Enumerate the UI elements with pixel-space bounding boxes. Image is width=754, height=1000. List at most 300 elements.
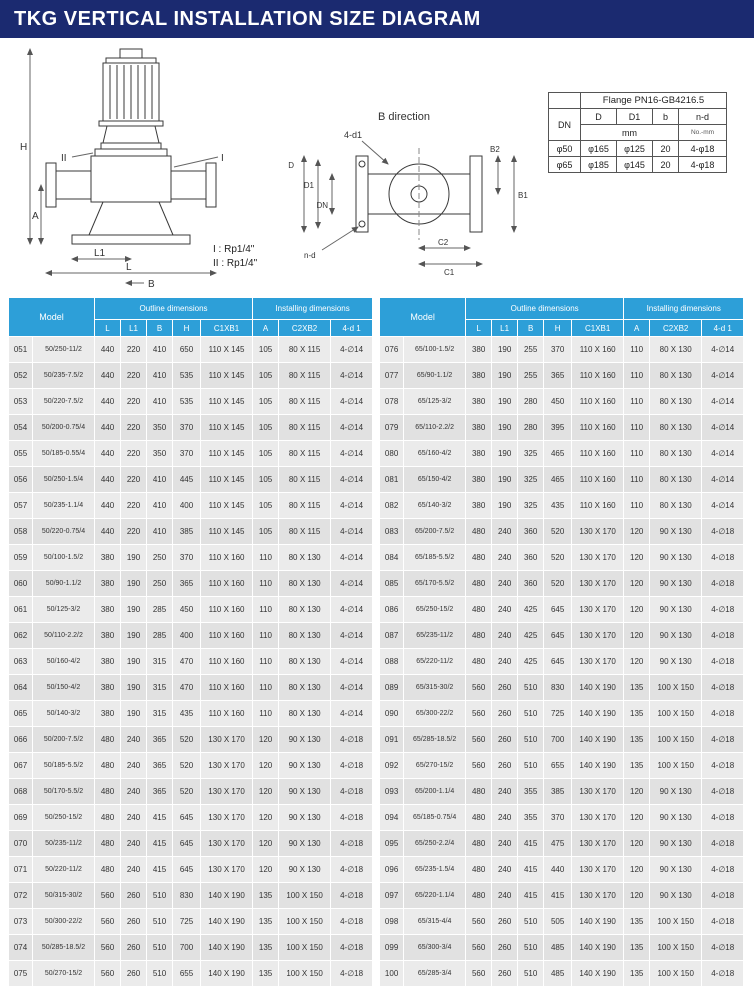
dim-label-c2: C2	[438, 238, 449, 247]
table-cell: 4-∅18	[331, 753, 373, 779]
table-cell: 415	[147, 831, 173, 857]
table-cell: 4-∅14	[702, 493, 744, 519]
table-row	[9, 935, 373, 961]
table-cell: 380	[466, 441, 492, 467]
table-cell: 80 X 130	[279, 571, 331, 597]
table-cell: 65/235-1.5/4	[404, 857, 466, 883]
table-cell: 110 X 160	[201, 545, 253, 571]
table-cell: 520	[544, 571, 572, 597]
table-row	[380, 857, 744, 883]
table-cell: 380	[466, 467, 492, 493]
table-cell: 110 X 145	[201, 519, 253, 545]
table-cell: 057	[9, 493, 33, 519]
table-cell: 520	[544, 519, 572, 545]
table-cell: 400	[173, 493, 201, 519]
dimension-tables-section	[0, 297, 754, 987]
table-cell: 65/170-5.5/2	[404, 571, 466, 597]
table-cell: 65/160-4/2	[404, 441, 466, 467]
table-cell: 058	[9, 519, 33, 545]
table-cell: 365	[147, 753, 173, 779]
table-cell: 130 X 170	[572, 545, 624, 571]
table-cell: 65/200-7.5/2	[404, 519, 466, 545]
table-cell: 4-∅18	[331, 961, 373, 987]
table-cell: 110 X 160	[201, 675, 253, 701]
table-cell: 65/200-1.1/4	[404, 779, 466, 805]
table-cell: 140 X 190	[572, 753, 624, 779]
installing-dimensions-header: Installing dimensions	[624, 298, 744, 320]
table-cell: 110	[624, 337, 650, 363]
table-row	[9, 441, 373, 467]
table-cell: 105	[253, 467, 279, 493]
table-cell: 50/250-15/2	[33, 805, 95, 831]
table-cell: 4-∅14	[702, 389, 744, 415]
table-cell: 325	[518, 441, 544, 467]
table-cell: 325	[518, 493, 544, 519]
table-cell: 120	[253, 805, 279, 831]
table-cell: 130 X 170	[572, 831, 624, 857]
table-cell: 425	[518, 623, 544, 649]
table-row	[549, 157, 727, 173]
table-cell: 360	[518, 571, 544, 597]
table-cell: 072	[9, 883, 33, 909]
table-cell: 50/250-1.5/4	[33, 467, 95, 493]
table-cell: 091	[380, 727, 404, 753]
table-cell: 80 X 130	[279, 701, 331, 727]
table-cell: 80 X 130	[650, 363, 702, 389]
table-cell: 120	[253, 727, 279, 753]
table-cell: 240	[492, 571, 518, 597]
table-cell: 90 X 130	[650, 519, 702, 545]
table-cell: 110 X 145	[201, 493, 253, 519]
table-cell: 075	[9, 961, 33, 987]
table-cell: 80 X 115	[279, 363, 331, 389]
table-cell: 130 X 170	[572, 779, 624, 805]
table-cell: 110	[253, 623, 279, 649]
dim-label-h: H	[20, 142, 28, 153]
table-cell: 110	[624, 363, 650, 389]
table-cell: 260	[492, 961, 518, 987]
table-cell: 064	[9, 675, 33, 701]
table-cell: 370	[173, 441, 201, 467]
table-cell: 450	[544, 389, 572, 415]
table-cell: 80 X 130	[650, 415, 702, 441]
table-cell: 90 X 130	[279, 753, 331, 779]
table-cell: 510	[518, 935, 544, 961]
table-row	[9, 909, 373, 935]
port-label-i: I	[221, 153, 224, 164]
outline-dimensions-header: Outline dimensions	[466, 298, 624, 320]
table-cell: 135	[253, 935, 279, 961]
table-cell: 645	[544, 649, 572, 675]
table-row	[380, 519, 744, 545]
table-cell: 240	[492, 883, 518, 909]
table-cell: 50/90-1.1/2	[33, 571, 95, 597]
dim-label-l1: L1	[94, 248, 106, 259]
table-cell: 120	[624, 545, 650, 571]
table-cell: 50/185-5.5/2	[33, 753, 95, 779]
table-cell: 370	[544, 805, 572, 831]
table-cell: 190	[492, 467, 518, 493]
table-cell: 380	[466, 363, 492, 389]
table-cell: 097	[380, 883, 404, 909]
table-cell: 80 X 130	[650, 441, 702, 467]
table-cell: 110 X 145	[201, 415, 253, 441]
table-cell: 4-∅18	[702, 545, 744, 571]
pipe-thread-notes	[213, 243, 257, 271]
b-direction-view-drawing	[258, 108, 540, 280]
table-cell: 80 X 130	[650, 493, 702, 519]
table-row	[9, 493, 373, 519]
table-cell: 65/220-1.1/4	[404, 883, 466, 909]
table-cell: 50/220-7.5/2	[33, 389, 95, 415]
table-cell: 80 X 115	[279, 441, 331, 467]
table-cell: 4-∅18	[331, 883, 373, 909]
table-cell: 50/125-3/2	[33, 597, 95, 623]
table-row	[380, 597, 744, 623]
table-cell: 80 X 130	[279, 597, 331, 623]
table-cell: 480	[466, 831, 492, 857]
table-cell: 450	[173, 597, 201, 623]
table-cell: 80 X 115	[279, 415, 331, 441]
table-cell: 90 X 130	[279, 727, 331, 753]
table-cell: 4-φ18	[679, 141, 727, 157]
table-cell: 240	[492, 623, 518, 649]
col-header-4d1: 4-d 1	[702, 320, 744, 337]
flange-col-header: D	[581, 109, 617, 125]
table-cell: 700	[544, 727, 572, 753]
table-cell: φ65	[549, 157, 581, 173]
table-cell: 061	[9, 597, 33, 623]
table-cell: 130 X 170	[201, 779, 253, 805]
table-cell: 220	[121, 493, 147, 519]
table-cell: 4-∅18	[702, 883, 744, 909]
table-cell: 135	[624, 753, 650, 779]
table-cell: 510	[147, 909, 173, 935]
dim-label-dn: DN	[316, 201, 328, 210]
dim-label-l: L	[126, 262, 132, 273]
table-cell: 110 X 160	[572, 441, 624, 467]
table-cell: 130 X 170	[572, 649, 624, 675]
table-row	[380, 779, 744, 805]
table-cell: 079	[380, 415, 404, 441]
table-cell: 20	[653, 141, 679, 157]
dim-label-d: D	[288, 161, 294, 170]
table-cell: 110 X 160	[201, 571, 253, 597]
table-cell: 350	[147, 415, 173, 441]
table-cell: 830	[173, 883, 201, 909]
table-cell: 50/235-11/2	[33, 831, 95, 857]
table-cell: 098	[380, 909, 404, 935]
table-cell: 485	[544, 961, 572, 987]
table-cell: 65/150-4/2	[404, 467, 466, 493]
table-cell: 65/270-15/2	[404, 753, 466, 779]
table-cell: 480	[95, 753, 121, 779]
table-row	[380, 363, 744, 389]
flange-unit-mm: mm	[581, 125, 679, 141]
table-cell: 80 X 130	[279, 623, 331, 649]
table-cell: 4-∅14	[702, 467, 744, 493]
table-cell: 50/170-5.5/2	[33, 779, 95, 805]
table-header-row	[9, 298, 373, 320]
table-cell: 560	[95, 935, 121, 961]
table-cell: 65/285-3/4	[404, 961, 466, 987]
table-cell: 240	[121, 779, 147, 805]
view-arrow-label-b: B	[148, 279, 155, 289]
table-row	[380, 727, 744, 753]
table-cell: 4-∅14	[331, 701, 373, 727]
installing-dimensions-header: Installing dimensions	[253, 298, 373, 320]
table-cell: 062	[9, 623, 33, 649]
table-cell: 90 X 130	[279, 805, 331, 831]
table-cell: φ50	[549, 141, 581, 157]
table-cell: 4-∅18	[702, 597, 744, 623]
table-cell: 4-∅14	[702, 441, 744, 467]
table-cell: 315	[147, 701, 173, 727]
table-cell: 240	[492, 597, 518, 623]
table-cell: 4-∅14	[331, 467, 373, 493]
flange-col-header: n-d	[679, 109, 727, 125]
table-cell: 415	[147, 857, 173, 883]
table-cell: 80 X 115	[279, 493, 331, 519]
table-cell: 140 X 190	[572, 935, 624, 961]
table-cell: 083	[380, 519, 404, 545]
table-row	[9, 597, 373, 623]
table-cell: 240	[492, 649, 518, 675]
table-cell: 4-∅18	[331, 857, 373, 883]
table-cell: 120	[253, 857, 279, 883]
table-cell: 4-∅14	[331, 545, 373, 571]
table-cell: 110 X 160	[201, 597, 253, 623]
table-cell: 100	[380, 961, 404, 987]
table-row	[380, 935, 744, 961]
table-cell: 400	[173, 623, 201, 649]
table-cell: 100 X 150	[279, 883, 331, 909]
table-cell: 65/235-11/2	[404, 623, 466, 649]
table-cell: 086	[380, 597, 404, 623]
table-cell: 240	[121, 805, 147, 831]
table-cell: 325	[518, 467, 544, 493]
table-cell: 4-∅18	[331, 779, 373, 805]
table-cell: 650	[173, 337, 201, 363]
table-cell: 360	[518, 519, 544, 545]
table-cell: 110	[253, 597, 279, 623]
table-cell: 480	[95, 857, 121, 883]
table-cell: 051	[9, 337, 33, 363]
table-cell: 385	[173, 519, 201, 545]
table-cell: 50/200-0.75/4	[33, 415, 95, 441]
table-cell: 053	[9, 389, 33, 415]
col-header-4d1: 4-d 1	[331, 320, 373, 337]
table-cell: 4-∅18	[331, 935, 373, 961]
table-cell: 100 X 150	[279, 935, 331, 961]
table-cell: 099	[380, 935, 404, 961]
table-cell: 480	[466, 857, 492, 883]
table-cell: 90 X 130	[650, 597, 702, 623]
table-cell: 140 X 190	[201, 935, 253, 961]
table-cell: 120	[624, 623, 650, 649]
table-cell: 260	[492, 753, 518, 779]
table-cell: 725	[173, 909, 201, 935]
table-cell: 120	[253, 831, 279, 857]
table-cell: 135	[624, 701, 650, 727]
table-cell: 50/235-1.1/4	[33, 493, 95, 519]
model-column-header: Model	[9, 298, 95, 337]
table-cell: 80 X 130	[650, 467, 702, 493]
table-cell: 410	[147, 519, 173, 545]
table-cell: 240	[492, 831, 518, 857]
dim-label-b2: B2	[490, 145, 500, 154]
table-cell: 120	[624, 571, 650, 597]
table-cell: 190	[492, 389, 518, 415]
table-cell: 110 X 145	[201, 441, 253, 467]
table-cell: 560	[466, 935, 492, 961]
table-cell: 255	[518, 337, 544, 363]
table-cell: 425	[518, 597, 544, 623]
col-header-h: H	[544, 320, 572, 337]
table-cell: 415	[518, 857, 544, 883]
table-cell: 060	[9, 571, 33, 597]
table-cell: 130 X 170	[572, 519, 624, 545]
table-cell: 560	[466, 961, 492, 987]
table-cell: 110	[624, 467, 650, 493]
table-cell: 65/185-5.5/2	[404, 545, 466, 571]
table-cell: 380	[95, 545, 121, 571]
table-cell: 65/250-2.2/4	[404, 831, 466, 857]
table-cell: 110	[624, 389, 650, 415]
table-cell: 240	[121, 831, 147, 857]
table-row	[380, 675, 744, 701]
table-cell: 120	[624, 649, 650, 675]
table-cell: 059	[9, 545, 33, 571]
table-cell: 520	[544, 545, 572, 571]
table-row	[9, 883, 373, 909]
table-cell: 65/90-1.1/2	[404, 363, 466, 389]
table-cell: 4-∅14	[331, 493, 373, 519]
table-cell: 480	[95, 805, 121, 831]
table-cell: 510	[518, 675, 544, 701]
dim-label-b1: B1	[518, 191, 528, 200]
table-cell: 510	[147, 935, 173, 961]
col-header-b: B	[147, 320, 173, 337]
table-cell: 50/300-22/2	[33, 909, 95, 935]
table-cell: 365	[147, 779, 173, 805]
table-cell: 110 X 160	[572, 467, 624, 493]
table-cell: 480	[466, 623, 492, 649]
table-cell: 4-∅14	[331, 441, 373, 467]
table-cell: 65/125-3/2	[404, 389, 466, 415]
table-cell: 056	[9, 467, 33, 493]
col-header-a: A	[253, 320, 279, 337]
table-cell: 50/235-7.5/2	[33, 363, 95, 389]
table-row	[9, 389, 373, 415]
table-cell: 50/200-7.5/2	[33, 727, 95, 753]
table-cell: 440	[95, 415, 121, 441]
table-cell: 068	[9, 779, 33, 805]
table-cell: 240	[492, 857, 518, 883]
table-row	[380, 571, 744, 597]
table-cell: 315	[147, 649, 173, 675]
table-cell: 65/220-11/2	[404, 649, 466, 675]
table-cell: 440	[95, 363, 121, 389]
table-row	[9, 675, 373, 701]
table-cell: 80 X 115	[279, 389, 331, 415]
table-cell: 220	[121, 467, 147, 493]
table-cell: 480	[466, 649, 492, 675]
table-cell: 190	[492, 493, 518, 519]
table-cell: 120	[624, 883, 650, 909]
table-cell: 110 X 145	[201, 363, 253, 389]
table-cell: 092	[380, 753, 404, 779]
table-header-row	[380, 298, 744, 320]
table-cell: 100 X 150	[650, 727, 702, 753]
table-cell: 240	[492, 545, 518, 571]
table-row	[549, 141, 727, 157]
table-cell: 105	[253, 519, 279, 545]
table-cell: 140 X 190	[572, 675, 624, 701]
table-row	[380, 649, 744, 675]
table-cell: 110	[624, 441, 650, 467]
table-cell: 50/220-0.75/4	[33, 519, 95, 545]
table-row	[9, 753, 373, 779]
table-cell: 80 X 130	[650, 337, 702, 363]
table-cell: 385	[544, 779, 572, 805]
table-cell: 380	[95, 701, 121, 727]
table-cell: 120	[624, 519, 650, 545]
table-cell: 055	[9, 441, 33, 467]
table-cell: 105	[253, 389, 279, 415]
table-cell: 480	[95, 779, 121, 805]
col-header-c2xb2: C2XB2	[650, 320, 702, 337]
table-cell: 280	[518, 389, 544, 415]
table-cell: 370	[544, 337, 572, 363]
table-cell: 380	[95, 675, 121, 701]
table-cell: 080	[380, 441, 404, 467]
note-line-2: II : Rp1/4"	[213, 258, 258, 269]
table-cell: 110 X 160	[572, 415, 624, 441]
table-cell: 093	[380, 779, 404, 805]
table-cell: 50/220-11/2	[33, 857, 95, 883]
table-cell: 063	[9, 649, 33, 675]
table-cell: 190	[121, 649, 147, 675]
table-cell: 135	[253, 961, 279, 987]
table-cell: 140 X 190	[201, 883, 253, 909]
table-row	[9, 649, 373, 675]
table-cell: 90 X 130	[279, 831, 331, 857]
table-cell: 100 X 150	[650, 753, 702, 779]
table-row	[380, 909, 744, 935]
table-cell: 510	[147, 883, 173, 909]
bolt-callout-label: 4-d1	[344, 130, 363, 140]
table-cell: 260	[121, 909, 147, 935]
table-cell: 465	[544, 441, 572, 467]
table-cell: 140 X 190	[572, 961, 624, 987]
table-cell: 135	[624, 727, 650, 753]
table-cell: 480	[466, 519, 492, 545]
table-cell: 130 X 170	[572, 571, 624, 597]
table-cell: 4-∅14	[331, 675, 373, 701]
flange-spec-table	[548, 92, 727, 173]
table-cell: 140 X 190	[572, 727, 624, 753]
table-row	[380, 389, 744, 415]
table-cell: 50/270-15/2	[33, 961, 95, 987]
table-cell: 4-∅14	[702, 363, 744, 389]
table-row	[9, 779, 373, 805]
col-header-h: H	[173, 320, 201, 337]
table-cell: 560	[95, 961, 121, 987]
table-cell: 65/250-15/2	[404, 597, 466, 623]
table-cell: 510	[518, 909, 544, 935]
table-cell: 365	[544, 363, 572, 389]
